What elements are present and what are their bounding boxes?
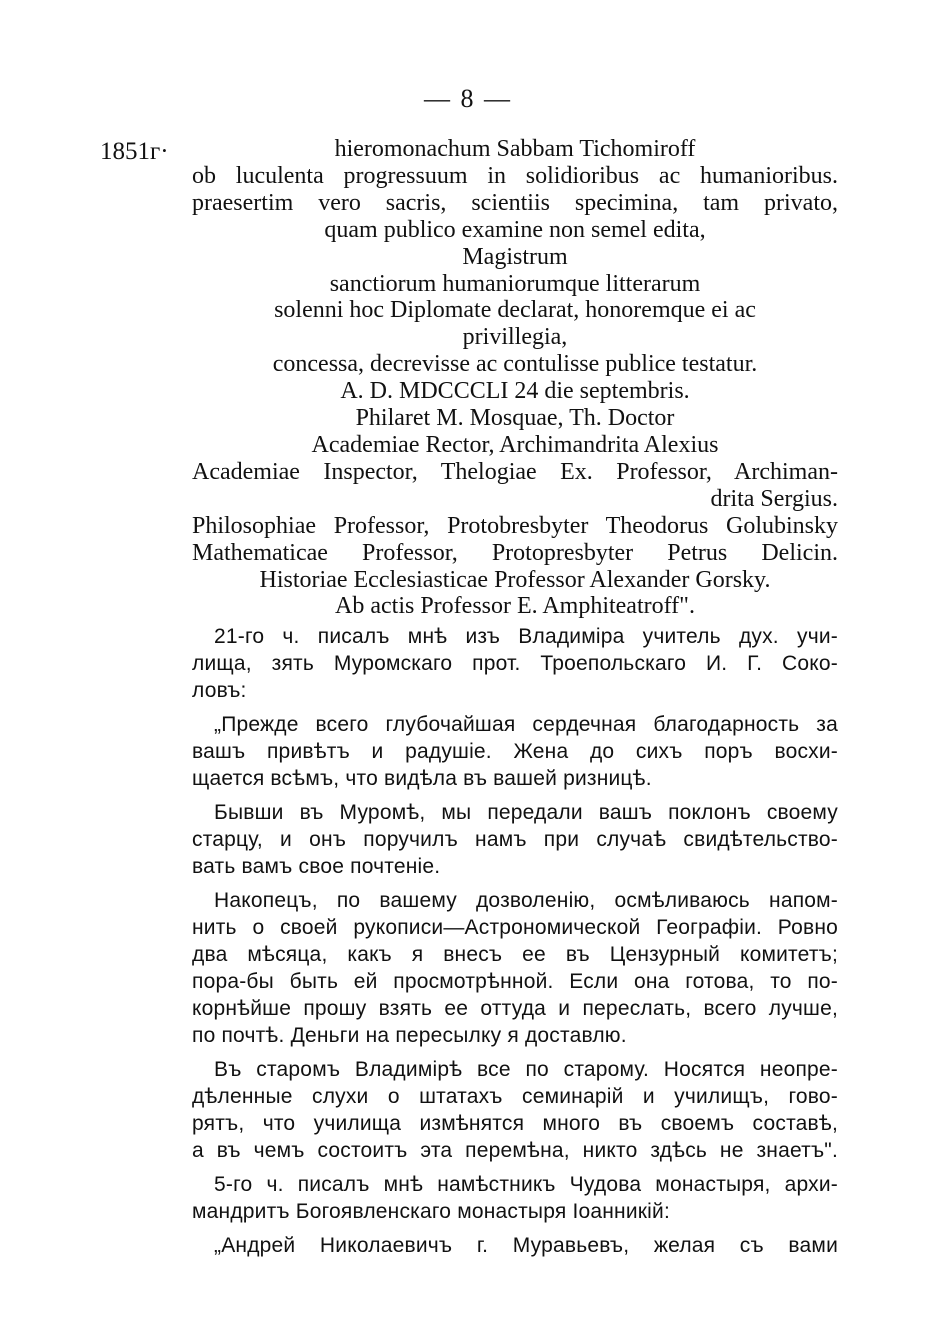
text-line: мандритъ Богоявленскаго монастыря Іоанникій:	[192, 1200, 670, 1223]
diploma-line: solenni hoc Diplomate declarat, honoremque ei ac	[274, 297, 756, 324]
text-line: два мѣсяца, какъ я внесъ ее въ Цензурный комитетъ;	[192, 943, 838, 966]
text-line: корнѣйше прошу взять ее оттуда и переслать, всего лучше,	[192, 997, 838, 1020]
diploma-line: privillegia,	[462, 324, 568, 351]
text-line: Бывши въ Муромѣ, мы передали вашъ поклонъ своему	[214, 801, 838, 824]
diploma-line: praesertim vero sacris, scientiis specimina, tam privato,	[192, 189, 838, 216]
text-line: „Андрей Николаевичъ г. Муравьевъ, желая съ вами	[214, 1234, 838, 1257]
diploma-line: Academiae Rector, Archimandrita Alexius	[311, 431, 719, 458]
paragraph	[192, 623, 838, 704]
diploma-line: Ab actis Professor E. Amphiteatroff".	[335, 593, 695, 620]
text-line: вать вамъ свое почтеніе.	[192, 855, 441, 878]
margin-year-note: 1851г·	[100, 138, 169, 165]
diploma-line: ob luculenta progressuum in solidioribus ac humanioribus.	[192, 162, 838, 189]
diploma-line: hieromonachum Sabbam Tichomiroff	[334, 136, 696, 162]
paragraph	[192, 1056, 838, 1164]
text-line: Накопецъ, по вашему дозволенію, осмѣливаюсь напом-	[214, 889, 838, 912]
diploma-line: Historiae Ecclesiasticae Professor Alexander Gorsky.	[259, 566, 771, 593]
paragraph	[192, 1232, 838, 1259]
diploma-line: Academiae Inspector, Thelogiae Ex. Professor, Archiman-	[192, 458, 838, 485]
diploma-line: quam publico examine non semel edita,	[324, 216, 706, 243]
text-line: 5-го ч. писалъ мнѣ намѣстникъ Чудова монастыря, архи-	[214, 1173, 838, 1196]
paragraph	[192, 799, 838, 880]
text-line: рятъ, что училища измѣнятся много въ своемъ составѣ,	[192, 1112, 838, 1135]
text-line: нить о своей рукописи—Астрономической Географіи. Ровно	[192, 916, 838, 939]
diploma-line: sanctiorum humaniorumque litterarum	[329, 270, 701, 297]
diploma-line: A. D. MDCCCLI 24 die septembris.	[340, 378, 690, 405]
paragraph	[192, 711, 838, 792]
paragraph	[192, 1171, 838, 1225]
diploma-line: Philosophiae Professor, Protobresbyter Theodorus Golubinsky	[192, 512, 838, 539]
diploma-line: drita Sergius.	[710, 485, 838, 512]
text-line: старцу, и онъ поручилъ намъ при случаѣ свидѣтельство-	[192, 828, 838, 851]
text-line: Въ старомъ Владимірѣ все по старому. Носятся неопре-	[214, 1058, 838, 1081]
text-line: „Прежде всего глубочайшая сердечная благодарность за	[214, 713, 838, 736]
text-line: ловъ:	[192, 679, 247, 702]
diploma-line: Magistrum	[462, 243, 568, 270]
diploma-line: concessa, decrevisse ac contulisse publice testatur.	[272, 351, 758, 378]
paragraph	[192, 887, 838, 1049]
text-line: лища, зять Муромскаго прот. Троепольскаго И. Г. Соко-	[192, 652, 838, 675]
text-line: 21-го ч. писалъ мнѣ изъ Владиміра учитель дух. учи-	[214, 625, 838, 648]
text-line: по почтѣ. Деньги на пересылку я доставлю.	[192, 1024, 627, 1047]
text-line: а въ чемъ состоитъ эта перемѣна, никто здѣсь не знаетъ".	[192, 1139, 838, 1162]
diploma-line: Mathematicae Professor, Protopresbyter Petrus Delicin.	[192, 539, 838, 566]
diploma-line: Philaret M. Mosquae, Th. Doctor	[355, 405, 675, 432]
text-line: пора-бы быть ей просмотрѣнной. Если она готова, то по-	[192, 970, 838, 993]
page-number: — 8 —	[424, 84, 512, 113]
diploma-text	[192, 136, 838, 620]
text-line: вашъ привѣтъ и радушіе. Жена до сихъ поръ восхи-	[192, 740, 838, 763]
text-line: щается всѣмъ, что видѣла въ вашей ризницѣ.	[192, 767, 652, 790]
letters-text	[192, 623, 838, 1266]
text-line: дѣленные слухи о штатахъ семинарій и училищъ, гово-	[192, 1085, 838, 1108]
